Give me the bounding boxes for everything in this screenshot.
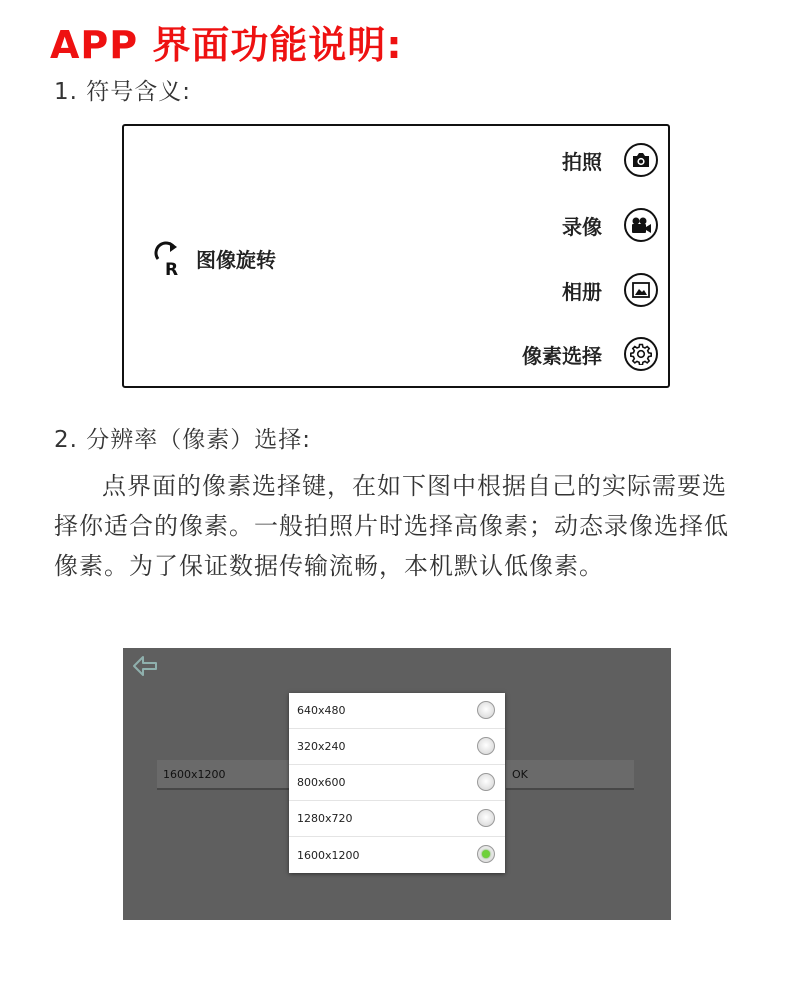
rotate-legend [154, 238, 276, 278]
rotate-label: 图像旋转 [196, 247, 276, 272]
resolution-settings-screenshot [123, 648, 671, 920]
resolution-option-label: 1600x1200 [297, 848, 360, 862]
radio-button[interactable] [477, 773, 495, 791]
resolution-option-selected[interactable] [289, 837, 505, 873]
photo-label: 拍照 [562, 149, 602, 174]
resolution-option[interactable] [289, 801, 505, 837]
legend-row-photo [562, 140, 658, 180]
video-camera-icon [624, 208, 658, 242]
section-heading-resolution: 2. 分辨率（像素）选择: [54, 427, 312, 453]
resolution-option-label: 640x480 [297, 704, 346, 717]
radio-button[interactable] [477, 701, 495, 719]
legend-row-video [562, 205, 658, 245]
video-label: 录像 [562, 214, 602, 239]
radio-button[interactable] [477, 809, 495, 827]
svg-text:R: R [165, 260, 179, 277]
legend-panel [122, 124, 670, 388]
resolution-option-label: 1280x720 [297, 812, 353, 825]
resolution-option-label: 320x240 [297, 740, 346, 753]
radio-button[interactable] [477, 737, 495, 755]
resolution-option[interactable] [289, 729, 505, 765]
gear-icon [624, 337, 658, 371]
ok-button[interactable]: OK [506, 760, 634, 790]
resolution-option[interactable] [289, 765, 505, 801]
resolution-option[interactable] [289, 693, 505, 729]
legend-row-pixel [522, 334, 658, 374]
resolution-dialog [289, 693, 505, 873]
instruction-paragraph: 点界面的像素选择键，在如下图中根据自己的实际需要选择你适合的像素。一般拍照片时选择高像素；动态录像选择低像素。为了保证数据传输流畅，本机默认低像素。 [54, 472, 729, 580]
radio-button-selected[interactable] [477, 845, 495, 863]
resolution-option-label: 800x600 [297, 776, 346, 789]
resolution-field[interactable]: 1600x1200 [157, 760, 297, 790]
album-label: 相册 [562, 279, 602, 304]
page-title: APP 界面功能说明: [50, 23, 403, 67]
pixel-label: 像素选择 [522, 343, 602, 368]
section-heading-symbols: 1. 符号含义: [54, 79, 192, 105]
legend-row-album [562, 270, 658, 310]
album-icon [624, 273, 658, 307]
back-arrow-icon[interactable] [131, 654, 159, 678]
rotate-icon [154, 239, 184, 277]
camera-icon [624, 143, 658, 177]
